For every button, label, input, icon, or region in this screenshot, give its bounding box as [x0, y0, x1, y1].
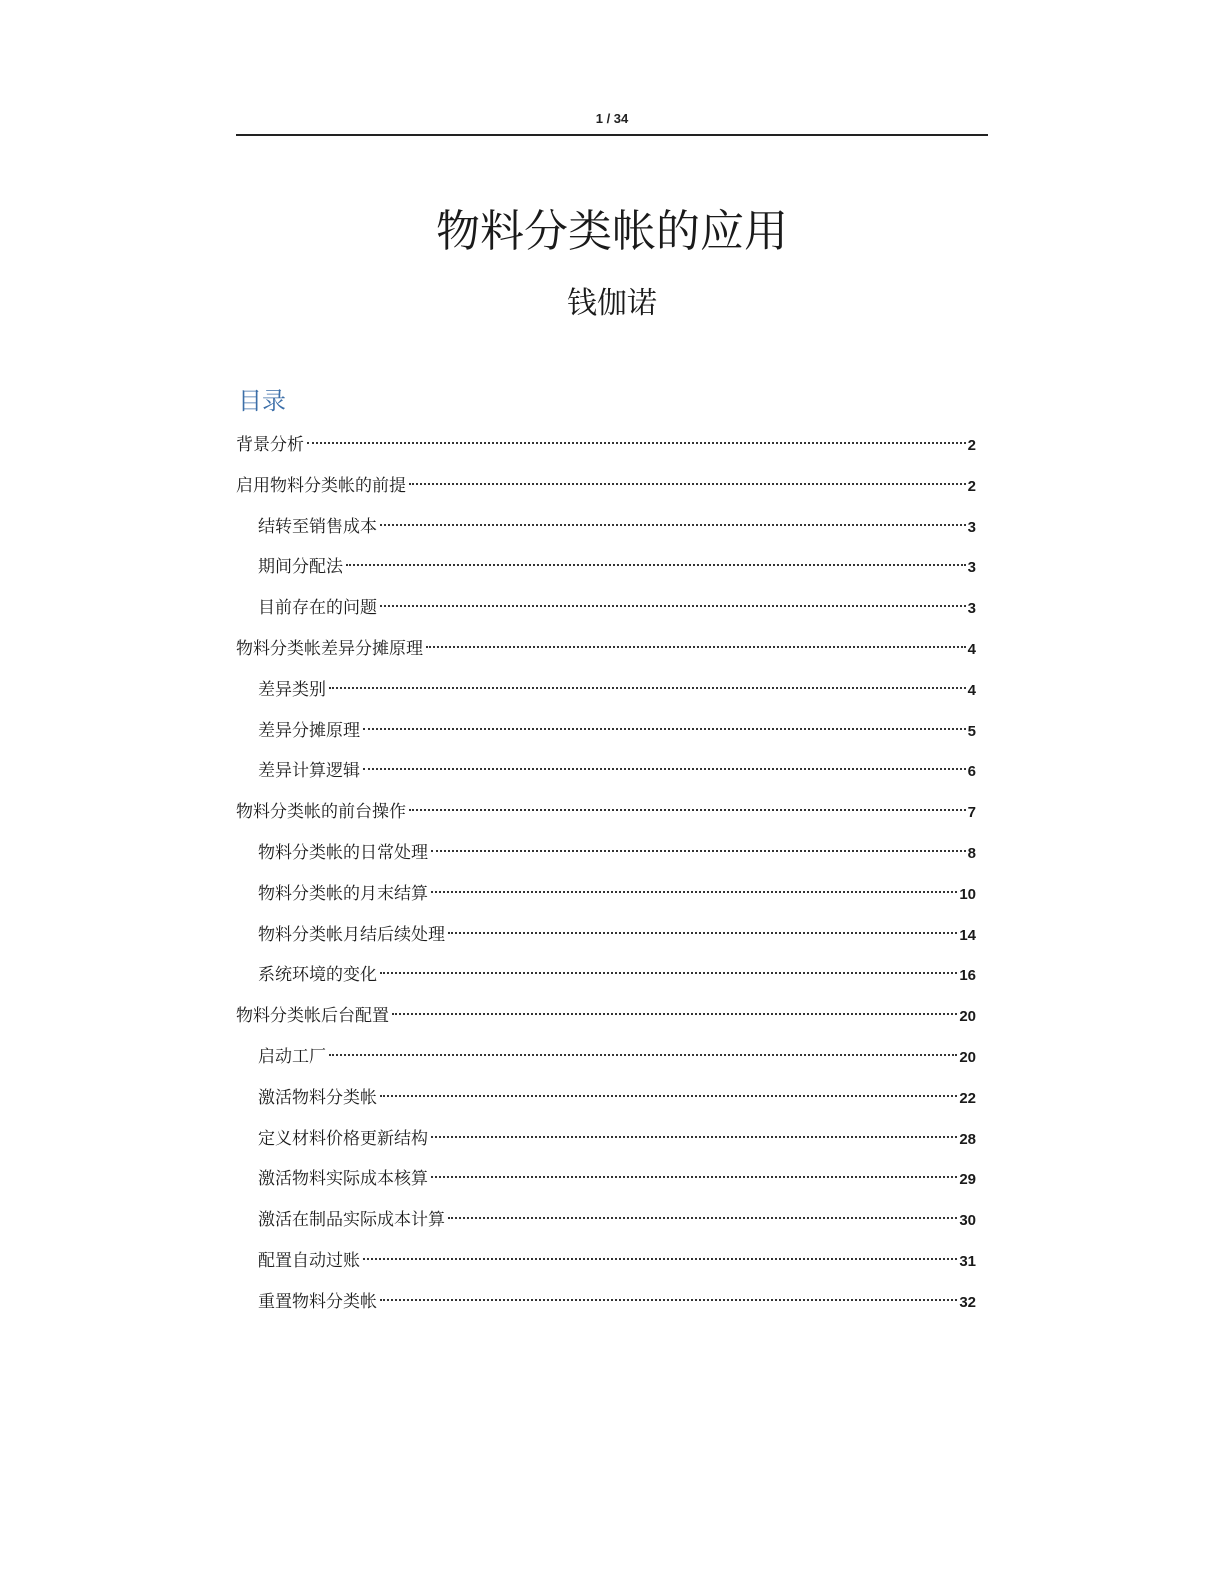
toc-entry-page-number: 3 [967, 600, 976, 618]
toc-entry-page-number: 7 [967, 804, 976, 822]
toc-entry-label: 差异分摊原理 [258, 720, 360, 741]
toc-entry[interactable] [236, 1119, 988, 1160]
toc-entry-page-number: 4 [967, 681, 976, 699]
toc-dot-leader [409, 809, 966, 811]
toc-entry-label: 启动工厂 [258, 1046, 326, 1067]
toc-entry[interactable] [236, 1037, 988, 1078]
toc-dot-leader [431, 1176, 957, 1178]
toc-entry-page-number: 31 [959, 1252, 976, 1270]
toc-entry-label: 物料分类帐差异分摊原理 [236, 638, 423, 659]
table-of-contents [236, 425, 988, 1323]
page-header [236, 110, 988, 136]
toc-entry-label: 差异计算逻辑 [258, 761, 360, 782]
toc-dot-leader [431, 891, 957, 893]
document-author: 钱伽诺 [567, 286, 657, 321]
toc-dot-leader [380, 605, 966, 607]
toc-entry-label: 物料分类帐后台配置 [236, 1006, 389, 1027]
toc-dot-leader [431, 1136, 957, 1138]
toc-entry-label: 启用物料分类帐的前提 [236, 475, 406, 496]
toc-entry[interactable] [236, 1159, 988, 1200]
toc-entry-label: 配置自动过账 [258, 1250, 360, 1271]
toc-entry-label: 物料分类帐的前台操作 [236, 802, 406, 823]
toc-entry[interactable] [236, 466, 988, 507]
toc-dot-leader [329, 687, 966, 689]
toc-entry-label: 物料分类帐的日常处理 [258, 842, 428, 863]
toc-entry-page-number: 2 [967, 477, 976, 495]
toc-dot-leader [431, 850, 966, 852]
toc-entry[interactable] [236, 588, 988, 629]
toc-entry-label: 物料分类帐月结后续处理 [258, 924, 445, 945]
toc-entry-label: 差异类别 [258, 679, 326, 700]
toc-entry[interactable] [236, 833, 988, 874]
toc-dot-leader [380, 1095, 957, 1097]
toc-entry-label: 系统环境的变化 [258, 965, 377, 986]
toc-entry[interactable] [236, 955, 988, 996]
toc-dot-leader [448, 932, 957, 934]
toc-dot-leader [392, 1013, 957, 1015]
toc-dot-leader [307, 442, 966, 444]
toc-entry-page-number: 3 [967, 518, 976, 536]
toc-entry-page-number: 5 [967, 722, 976, 740]
toc-dot-leader [426, 646, 966, 648]
toc-entry[interactable] [236, 547, 988, 588]
toc-dot-leader [363, 1258, 957, 1260]
toc-entry-label: 激活物料实际成本核算 [258, 1169, 428, 1190]
toc-entry[interactable] [236, 1078, 988, 1119]
toc-entry[interactable] [236, 1241, 988, 1282]
toc-entry-label: 激活在制品实际成本计算 [258, 1210, 445, 1231]
toc-dot-leader [380, 972, 957, 974]
toc-entry[interactable] [236, 915, 988, 956]
toc-entry-label: 期间分配法 [258, 557, 343, 578]
toc-entry[interactable] [236, 425, 988, 466]
toc-entry-page-number: 4 [967, 640, 976, 658]
toc-dot-leader [346, 564, 966, 566]
toc-entry-page-number: 28 [959, 1130, 976, 1148]
toc-entry-page-number: 29 [959, 1171, 976, 1189]
page-indicator: 1 / 34 [595, 111, 629, 126]
toc-entry[interactable] [236, 996, 988, 1037]
toc-entry-page-number: 16 [959, 967, 976, 985]
toc-entry[interactable] [236, 874, 988, 915]
toc-dot-leader [448, 1217, 957, 1219]
document-title: 物料分类帐的应用 [436, 206, 788, 257]
toc-entry-page-number: 20 [959, 1048, 976, 1066]
toc-dot-leader [380, 1299, 957, 1301]
toc-entry[interactable] [236, 751, 988, 792]
toc-entry[interactable] [236, 629, 988, 670]
toc-entry[interactable] [236, 1282, 988, 1323]
toc-entry-page-number: 22 [959, 1089, 976, 1107]
toc-entry-page-number: 14 [959, 926, 976, 944]
toc-entry-page-number: 6 [967, 763, 976, 781]
toc-entry[interactable] [236, 792, 988, 833]
toc-entry-page-number: 2 [967, 437, 976, 454]
toc-entry-page-number: 20 [959, 1008, 976, 1026]
toc-entry-page-number: 30 [959, 1212, 976, 1230]
toc-dot-leader [380, 524, 966, 526]
toc-entry-label: 目前存在的问题 [258, 598, 377, 619]
toc-dot-leader [363, 728, 966, 730]
toc-entry-label: 定义材料价格更新结构 [258, 1128, 428, 1149]
toc-entry-label: 结转至销售成本 [258, 516, 377, 537]
toc-entry-label: 重置物料分类帐 [258, 1291, 377, 1312]
toc-entry-label: 激活物料分类帐 [258, 1087, 377, 1108]
toc-heading: 目录 [238, 387, 286, 415]
toc-entry[interactable] [236, 711, 988, 752]
toc-entry-label: 背景分析 [236, 435, 304, 455]
toc-entry[interactable] [236, 507, 988, 548]
toc-entry-page-number: 3 [967, 559, 976, 577]
toc-dot-leader [363, 768, 966, 770]
toc-entry[interactable] [236, 670, 988, 711]
toc-dot-leader [409, 483, 966, 485]
toc-entry-page-number: 8 [967, 844, 976, 862]
toc-entry-page-number: 32 [959, 1293, 976, 1311]
toc-dot-leader [329, 1054, 957, 1056]
toc-entry[interactable] [236, 1200, 988, 1241]
toc-entry-label: 物料分类帐的月末结算 [258, 883, 428, 904]
toc-entry-page-number: 10 [959, 885, 976, 903]
